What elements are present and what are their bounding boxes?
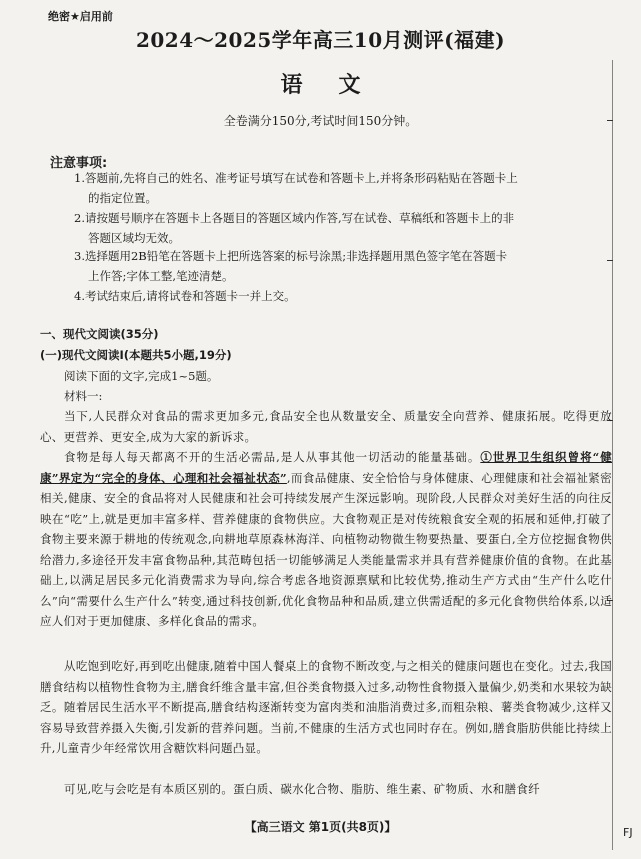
subsection-heading: (一)现代文阅读Ⅰ(本题共5小题,19分): [40, 348, 232, 362]
notice-item: [74, 208, 594, 248]
notice-line: 答题区域均无效。: [88, 231, 180, 245]
material-label: 材料一:: [64, 389, 103, 403]
notice-item: [74, 286, 594, 306]
subject-title: 语文: [280, 72, 397, 98]
notice-line: 4.考试结束后,请将试卷和答题卡一并上交。: [74, 289, 296, 303]
score-info: 全卷满分150分,考试时间150分钟。: [223, 114, 418, 128]
section-heading: 一、现代文阅读(35分): [40, 327, 159, 341]
paragraph-1: 当下,人民群众对食品的需求更加多元,食品安全也从数量安全、质量安全向营养、健康拓展。吃得更放心、更营养、更安全,成为大家的新诉求。: [40, 409, 612, 444]
binding-line: [612, 60, 613, 850]
paragraph-2: [40, 447, 612, 632]
notice-line: 的指定位置。: [88, 191, 157, 205]
paragraph-text: ,而食品健康、安全恰恰与身体健康、心理健康和社会福祉紧密相关,健康、安全的食品将对人民健康和社会可持续发展产生深远影响。现阶段,人民群众对美好生活的向往反映在“吃”上,就是更加丰富多样、营养健康的食物供应。大食物观正是对传统粮食安全观的拓展和延伸,打破了食物主要来源于耕地的传统观念,向耕地草原森林海洋、向植物动物微生物要热量、要蛋白,全方位挖掘食物供给潜力,多途径开发丰富食物品种,其范畴包括一切能够满足人类能量需求并具有营养健康价值的食物。在此基础上,以满足居民多元化消费需求为导向,综合考虑各地资源禀赋和比较优势,推动生产方式由“生产什么吃什么”向“需要什么生产什么”转变,通过科技创新,优化食物品种和品质,建立供需适配的多元化食物供给体系,以适应人们对于更加健康、多样化食品的需求。: [40, 470, 612, 628]
paragraph-3: 从吃饱到吃好,再到吃出健康,随着中国人餐桌上的食物不断改变,与之相关的健康问题也在变化。过去,我国膳食结构以植物性食物为主,膳食纤维含量丰富,但谷类食物摄入过多,动物性食物摄入量偏少,奶类和水果较为缺乏。随着居民生活水平不断提高,膳食结构逐渐转变为富肉类和油脂消费过多,而粗杂粮、薯类食物减少,这样又容易导致营养摄入失衡,引发新的营养问题。当前,不健康的生活方式也同时存在。例如,膳食脂肪供能比持续上升,儿童青少年经常饮用含糖饮料问题凸显。: [40, 659, 612, 755]
notice-line: 3.选择题用2B铅笔在答题卡上把所选答案的标号涂黑;非选择题用黑色签字笔在答题卡: [74, 249, 508, 263]
notice-item: [74, 168, 594, 208]
paragraph-text: 食物是每人每天都离不开的生活必需品,是人从事其他一切活动的能量基础。: [64, 450, 481, 464]
secret-label: 绝密★启用前: [48, 10, 113, 23]
paragraph-4: 可见,吃与会吃是有本质区别的。蛋白质、碳水化合物、脂肪、维生素、矿物质、水和膳食纤: [64, 782, 540, 796]
exam-title: 2024～2025学年高三10月测评(福建): [135, 28, 506, 52]
corner-mark: FJ: [623, 826, 633, 839]
reading-instruction: 阅读下面的文字,完成1~5题。: [64, 369, 219, 383]
notice-heading: 注意事项:: [50, 156, 108, 171]
underlined-sentence: ①世界卫生组织曾将“健康”界定为“完全的身体、心理和社会福祉状态”: [40, 450, 612, 485]
notice-item: [74, 246, 594, 286]
notice-line: 1.答题前,先将自己的姓名、准考证号填写在试卷和答题卡上,并将条形码粘贴在答题卡上: [74, 171, 518, 185]
page-footer: 【高三语文 第1页(共8页)】: [244, 820, 397, 834]
notice-line: 上作答;字体工整,笔迹清楚。: [88, 269, 234, 283]
notice-line: 2.请按题号顺序在答题卡上各题目的答题区域内作答,写在试卷、草稿纸和答题卡上的非: [74, 211, 515, 225]
binding-tick: [607, 260, 613, 261]
